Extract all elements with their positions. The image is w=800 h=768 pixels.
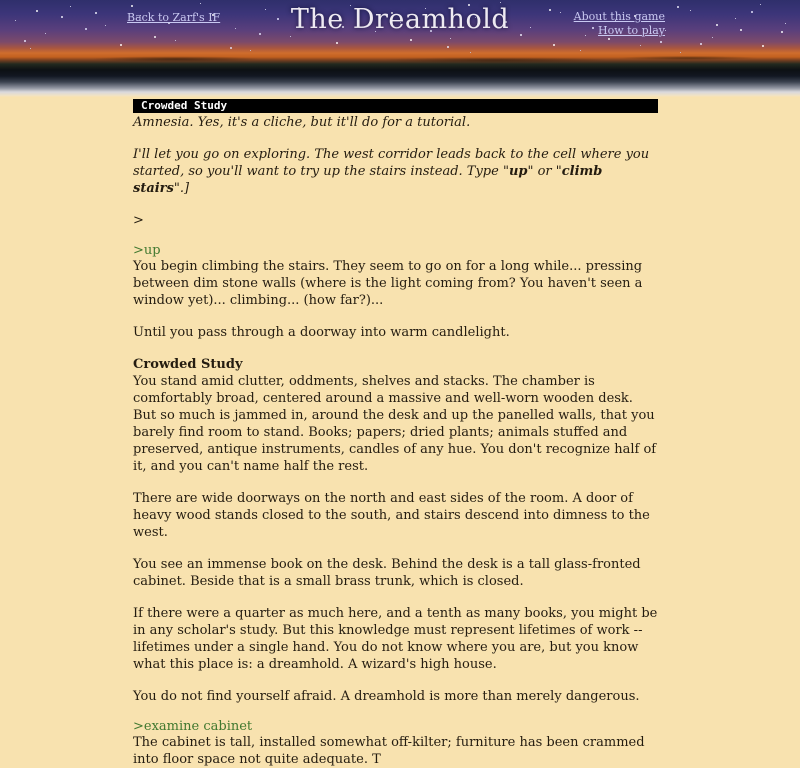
tutorial-text-part: " or " — [527, 164, 562, 179]
player-command-examine-cabinet: >examine cabinet — [133, 719, 253, 734]
about-this-game-link[interactable]: About this game — [573, 10, 665, 23]
game-window — [133, 99, 658, 768]
tutorial-text-part: I'll let you go on exploring. The west corridor leads back to the cell where you started, so you'll want to try up the stairs instead. Type " — [133, 147, 650, 179]
horizon-clouds — [0, 54, 800, 64]
banner-nav — [574, 10, 665, 38]
tutorial-command-up: up — [508, 164, 528, 179]
room-name: Crowded Study — [141, 99, 228, 112]
page-title: The Dreamhold — [290, 4, 510, 35]
game-response: Until you pass through a doorway into warm candlelight. — [133, 325, 510, 340]
status-bar — [133, 99, 658, 113]
game-response: You begin climbing the stairs. They seem to go on for a long while... pressing between dim stone walls (where is the light coming from? You haven't seen a window yet)... climbing... (how far?)... — [133, 259, 643, 308]
tutorial-text-part: ".] — [173, 181, 190, 196]
room-description: You stand amid clutter, oddments, shelves and stacks. The chamber is comfortably broad, centered around a massive and well-worn wooden desk. But so much is jammed in, around the desk and up the panelled walls, that you barely find room to stand. Books; papers; dried plants; animals stuffed and preserved, antique instruments, candles of any hue. You don't recognize half of it, and you can't name half the rest. — [133, 374, 657, 474]
how-to-play-link[interactable]: How to play — [598, 24, 665, 37]
game-response-clipped: The cabinet is tall, installed somewhat off-kilter; furniture has been crammed into floor space not quite adequate. T — [133, 735, 645, 767]
tutorial-text: Amnesia. Yes, it's a cliche, but it'll do for a tutorial. — [133, 115, 471, 130]
back-to-zarfs-if-link[interactable]: Back to Zarf's IF — [127, 11, 221, 24]
tutorial-command-climb-stairs: climb stairs — [133, 164, 603, 196]
room-objects: You see an immense book on the desk. Behind the desk is a tall glass-fronted cabinet. Beside that is a small brass trunk, which is closed. — [133, 557, 641, 589]
tutorial-text — [133, 146, 658, 197]
prompt: > — [133, 213, 144, 228]
starfield-dim — [0, 0, 1, 1]
game-response: You do not find yourself afraid. A dreamhold is more than merely dangerous. — [133, 689, 640, 704]
room-heading: Crowded Study — [133, 357, 243, 372]
transcript — [133, 114, 658, 768]
banner — [0, 0, 800, 97]
room-exits: There are wide doorways on the north and east sides of the room. A door of heavy wood stands closed to the south, and stairs descend into dimness to the west. — [133, 491, 650, 540]
game-response: If there were a quarter as much here, and a tenth as many books, you might be in any scholar's study. But this knowledge must represent lifetimes of work -- lifetimes under a single hand. You do not know where you are, but you know what this place is: a dreamhold. A wizard's high house. — [133, 606, 658, 672]
player-command-up: >up — [133, 243, 161, 258]
